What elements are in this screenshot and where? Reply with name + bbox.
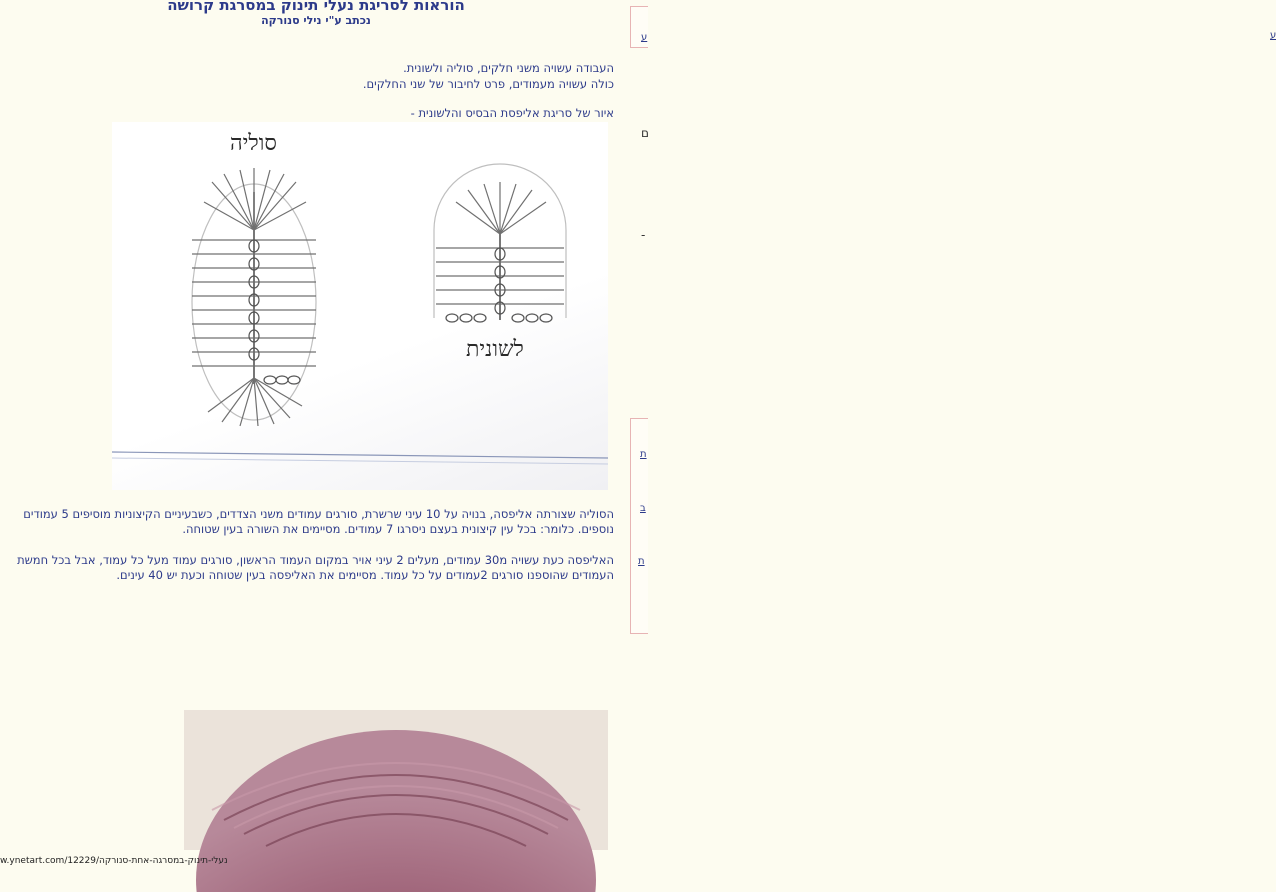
page-title: הוראות לסריגת נעלי תינוק במסרגת קרושה xyxy=(167,0,465,14)
article-page xyxy=(0,0,628,892)
rail-glyph-3: - xyxy=(641,228,646,242)
rail-link-1[interactable]: ע xyxy=(1270,30,1276,41)
intro-line-3: איור של סריגת אליפסת הבסיס והלשונית - xyxy=(410,106,614,120)
crochet-photo xyxy=(184,710,608,850)
author-byline: נכתב ע"י נילי סנורקה xyxy=(261,14,371,27)
rail-glyph-2: ם xyxy=(641,126,649,140)
intro-line-2: כולה עשויה מעמודים, פרט לחיבור של שני החלקים. xyxy=(362,77,614,91)
source-url: w.ynetart.com/12229/נעלי-תינוק-במסרגה-אחת-סנורקה xyxy=(0,856,228,866)
diagram-drawing xyxy=(112,122,608,490)
diagram-label-sole: סוליה xyxy=(230,131,277,156)
body-paragraph-1: הסוליה שצורתה אליפסה, בנויה על 10 עיני שרשרת, סורגים עמודים משני הצדדים, כשבעיניים הקיצוניות מוסיפים 5 עמודים נוספים. כלומר: בכל עין קיצונית בעצם ניסרגו 7 עמודים. מסיימים את השורה בעין שטוחה. xyxy=(23,507,614,536)
photo-drawing xyxy=(184,710,608,850)
diagram-label-tongue: לשונית xyxy=(466,337,524,362)
body-paragraph-2: האליפסה כעת עשויה מ30 עמודים, מעלים 2 עיני אויר במקום העמוד הראשון, סורגים עמוד מעל כל עמוד, אבל בכל חמשת העמודים שהוספנו סורגים 2עמודים על כל עמוד. מסיימים את האליפסה בעין שטוחה וכעת יש 40 עינים. xyxy=(17,553,614,582)
rail-link-top[interactable]: ע xyxy=(641,32,648,43)
intro-line-1: העבודה עשויה משני חלקים, סוליה ולשונית. xyxy=(403,61,614,75)
rail-link-3[interactable]: ב xyxy=(640,503,646,514)
crochet-diagram-image xyxy=(112,122,608,490)
rail-link-4[interactable]: ת xyxy=(638,556,645,567)
rail-link-2[interactable]: ת xyxy=(640,449,647,460)
